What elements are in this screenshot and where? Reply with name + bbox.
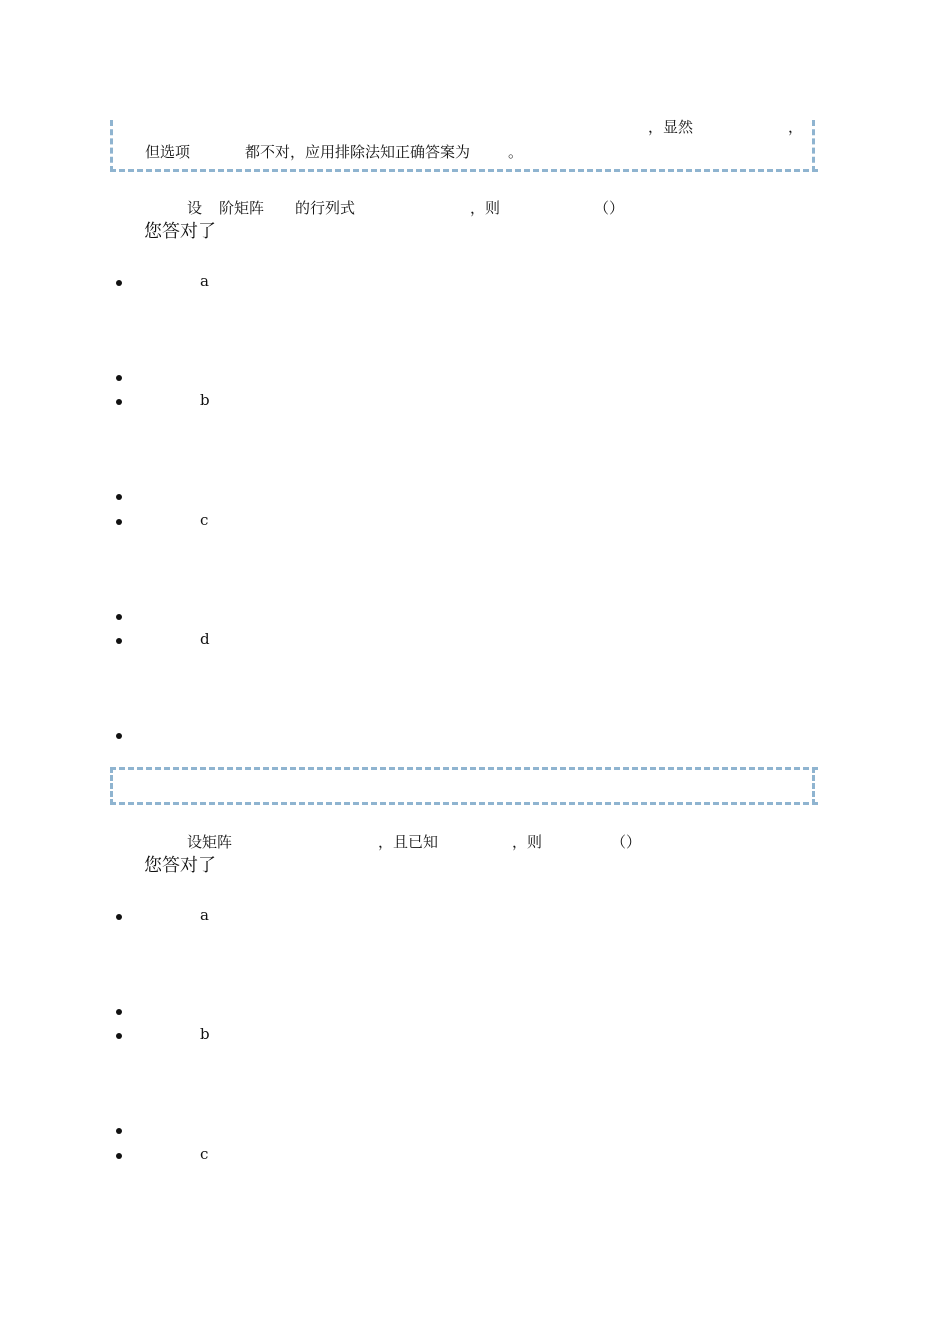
q1-option-d-bullet <box>116 638 122 644</box>
q2-stem-part-1: 设矩阵 <box>187 833 233 851</box>
box-left-border <box>110 120 113 172</box>
box-bottom-border <box>110 169 818 172</box>
q1-option-c-label[interactable]: c <box>200 511 209 529</box>
q1-feedback: 您答对了 <box>144 221 216 242</box>
q1-option-a-answer-bullet <box>116 375 122 381</box>
q1-stem-part-1: 设 <box>187 199 203 217</box>
box2-bottom-border <box>110 802 818 805</box>
q1-option-b-label[interactable]: b <box>200 391 210 409</box>
box2-right-border <box>812 767 815 805</box>
q2-option-a-answer-bullet <box>116 1009 122 1015</box>
q1-option-d-answer-bullet <box>116 733 122 739</box>
q1-stem-part-4: ，则 <box>470 199 501 217</box>
q1-option-a-label[interactable]: a <box>200 272 209 290</box>
q2-option-c-bullet <box>116 1153 122 1159</box>
q2-option-a-bullet <box>116 914 122 920</box>
q1-option-a-bullet <box>116 280 122 286</box>
box-right-border <box>812 120 815 172</box>
q2-option-a-label[interactable]: a <box>200 906 209 924</box>
q2-feedback: 您答对了 <box>144 855 216 876</box>
q1-option-c-answer-bullet <box>116 614 122 620</box>
q2-option-b-label[interactable]: b <box>200 1025 210 1043</box>
box2-top-border <box>110 767 818 770</box>
q1-option-b-bullet <box>116 399 122 405</box>
q2-stem-part-2: ，且已知 <box>378 833 439 851</box>
q1-option-d-label[interactable]: d <box>200 630 210 648</box>
q2-option-b-bullet <box>116 1033 122 1039</box>
analysis-text-1: ，显然 <box>648 118 694 136</box>
q1-option-c-bullet <box>116 519 122 525</box>
q1-option-b-answer-bullet <box>116 494 122 500</box>
analysis-text-5: 。 <box>508 143 524 161</box>
box2-left-border <box>110 767 113 805</box>
q2-stem-part-3: ，则 <box>512 833 543 851</box>
analysis-text-3: 但选项 <box>145 143 191 161</box>
analysis-text-2: ， <box>788 118 804 136</box>
q1-stem-part-3: 的行列式 <box>295 199 356 217</box>
q2-option-b-answer-bullet <box>116 1128 122 1134</box>
analysis-text-4: 都不对，应用排除法知正确答案为 <box>245 143 471 161</box>
q1-stem-part-2: 阶矩阵 <box>219 199 265 217</box>
q1-stem-part-5: （） <box>594 199 625 217</box>
q2-option-c-label[interactable]: c <box>200 1145 209 1163</box>
q2-stem-part-4: （） <box>611 833 642 851</box>
